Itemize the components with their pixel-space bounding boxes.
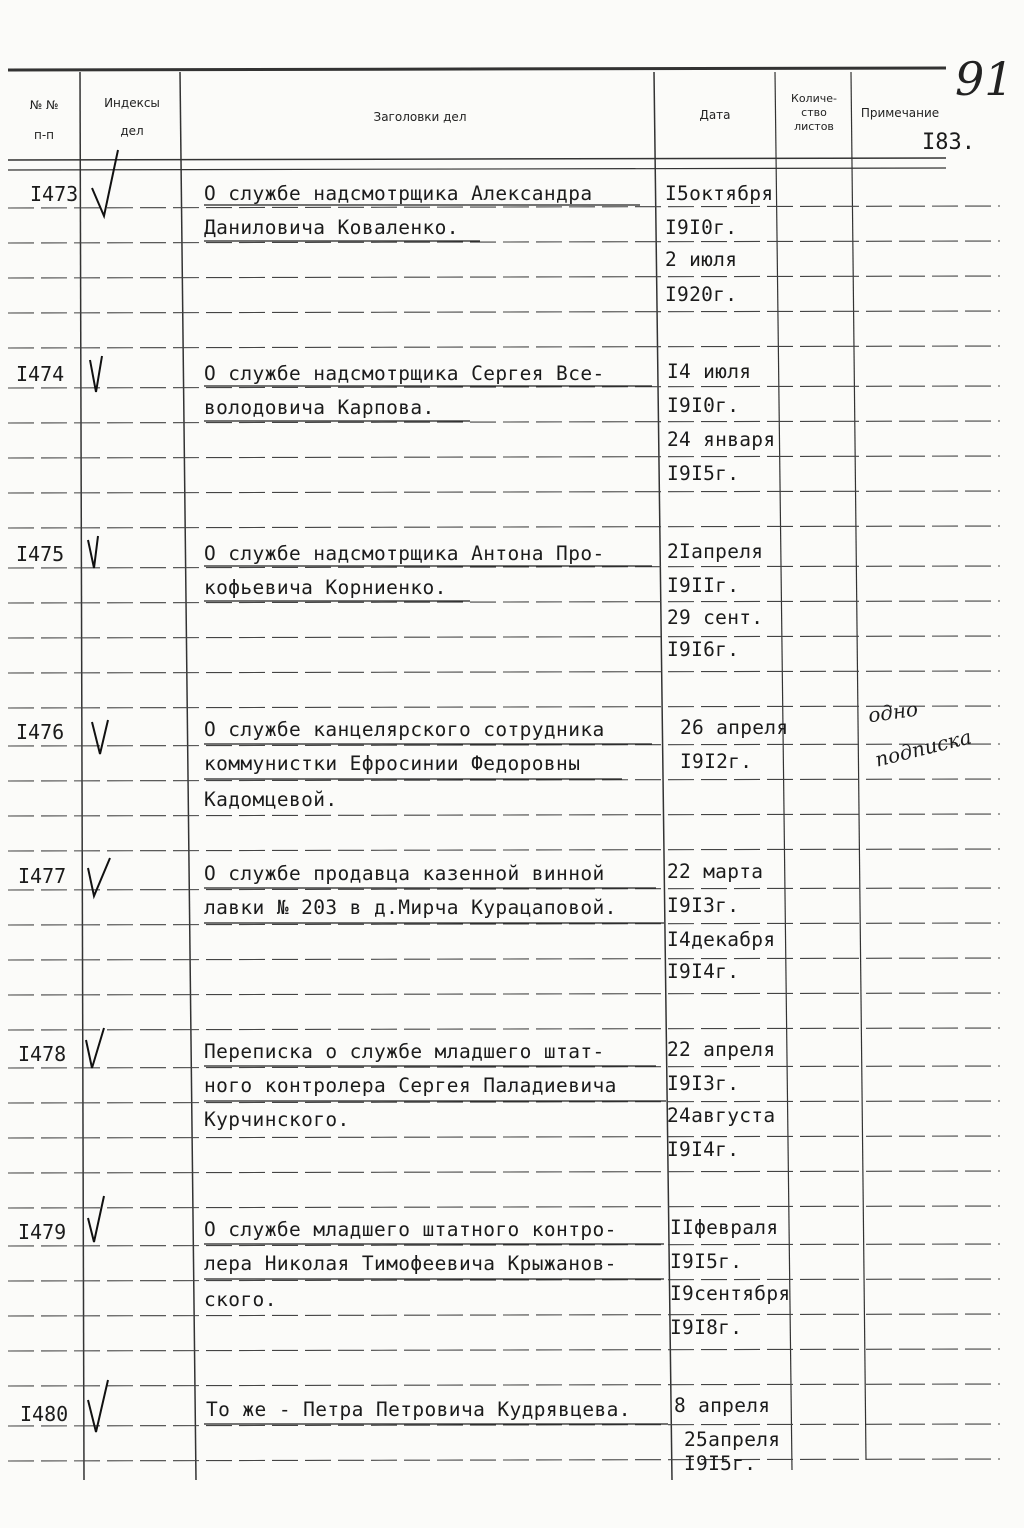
record-date: I9I8г. bbox=[670, 1316, 743, 1339]
check-marks bbox=[86, 150, 118, 1432]
column-header-index bbox=[86, 96, 178, 138]
record-date: 25апреля bbox=[684, 1428, 781, 1451]
record-title-line: О службе младшего штатного контро- bbox=[204, 1218, 617, 1241]
record-title-line: коммунистки Ефросинии Федоровны bbox=[204, 752, 581, 775]
record-number: I474 bbox=[16, 362, 65, 386]
record-title-line: Кадомцевой. bbox=[204, 788, 338, 811]
record-title-line: О службе надсмотрщика Сергея Все- bbox=[204, 362, 605, 385]
record-title-line: То же - Петра Петровича Кудрявцева. bbox=[206, 1398, 631, 1421]
record-date: 2 июля bbox=[665, 248, 738, 271]
record-date: 29 сент. bbox=[667, 606, 764, 629]
column-header-sheets bbox=[776, 92, 852, 134]
record-number: I476 bbox=[16, 720, 65, 744]
record-date: I9I6г. bbox=[667, 638, 740, 661]
column-header-sheets-line2: ство bbox=[801, 106, 827, 119]
record-date: I9IIг. bbox=[667, 574, 740, 597]
handwritten-note: одно bbox=[866, 696, 920, 728]
record-date: I9I0г. bbox=[665, 216, 738, 239]
record-date: I4декабря bbox=[667, 928, 776, 951]
column-header-number bbox=[14, 98, 74, 142]
record-date: I4 июля bbox=[667, 360, 752, 383]
record-title-line: Переписка о службе младшего штат- bbox=[204, 1040, 605, 1063]
record-number: I473 bbox=[30, 182, 79, 206]
record-number: I480 bbox=[20, 1402, 69, 1426]
record-title-line: Даниловича Коваленко. bbox=[204, 216, 459, 239]
record-date: 2Iапреля bbox=[667, 540, 764, 563]
record-title-line: О службе продавца казенной винной bbox=[204, 862, 605, 885]
record-date: 8 апреля bbox=[674, 1394, 771, 1417]
record-date: I9I0г. bbox=[667, 394, 740, 417]
record-number: I477 bbox=[18, 864, 67, 888]
document-count: I83. bbox=[922, 130, 975, 155]
record-date: I9I3г. bbox=[667, 894, 740, 917]
column-header-note: Примечание bbox=[860, 106, 940, 120]
record-title-line: Курчинского. bbox=[204, 1108, 350, 1131]
column-header-index-line2: дел bbox=[120, 124, 144, 138]
column-header-title: Заголовки дел bbox=[373, 110, 467, 124]
record-title-line: кофьевича Корниенко. bbox=[204, 576, 447, 599]
record-title-line: лавки № 203 в д.Мирча Курацаповой. bbox=[204, 896, 617, 919]
record-date: IIфевраля bbox=[670, 1216, 779, 1239]
column-header-sheets-line3: листов bbox=[794, 120, 834, 133]
record-date: I9I5г. bbox=[684, 1452, 757, 1475]
sheet-number: 91 bbox=[955, 52, 1014, 106]
column-header-date: Дата bbox=[699, 108, 731, 122]
record-date: I9I5г. bbox=[670, 1250, 743, 1273]
record-number: I478 bbox=[18, 1042, 67, 1066]
record-title-line: О службе канцелярского сотрудника bbox=[204, 718, 605, 741]
record-date: I9I4г. bbox=[667, 1138, 740, 1161]
column-header-index-line1: Индексы bbox=[104, 96, 160, 110]
record-date: 24 января bbox=[667, 428, 776, 451]
record-date: I9I3г. bbox=[667, 1072, 740, 1095]
column-header-number-line1: № № bbox=[29, 98, 59, 112]
record-date: I9I2г. bbox=[680, 750, 753, 773]
record-title-line: ного контролера Сергея Паладиевича bbox=[204, 1074, 617, 1097]
record-title-line: ского. bbox=[204, 1288, 277, 1311]
record-title-line: О службе надсмотрщика Антона Про- bbox=[204, 542, 605, 565]
record-date: I5октября bbox=[665, 182, 774, 205]
record-date: 22 апреля bbox=[667, 1038, 776, 1061]
handwritten-note: подписка bbox=[872, 724, 974, 772]
record-date: I920г. bbox=[665, 283, 738, 306]
record-date: I9I5г. bbox=[667, 462, 740, 485]
record-number: I475 bbox=[16, 542, 65, 566]
record-date: 26 апреля bbox=[680, 716, 789, 739]
column-header-number-line2: п-п bbox=[33, 128, 55, 142]
record-date: 24августа bbox=[667, 1104, 776, 1127]
column-header-sheets-line1: Количе- bbox=[791, 92, 837, 105]
record-date: I9сентября bbox=[670, 1282, 791, 1305]
record-date: I9I4г. bbox=[667, 960, 740, 983]
record-date: 22 марта bbox=[667, 860, 764, 883]
record-title-line: лера Николая Тимофеевича Крыжанов- bbox=[204, 1252, 617, 1275]
record-title-line: володовича Карпова. bbox=[204, 396, 435, 419]
record-title-line: О службе надсмотрщика Александра bbox=[204, 182, 593, 205]
record-number: I479 bbox=[18, 1220, 67, 1244]
